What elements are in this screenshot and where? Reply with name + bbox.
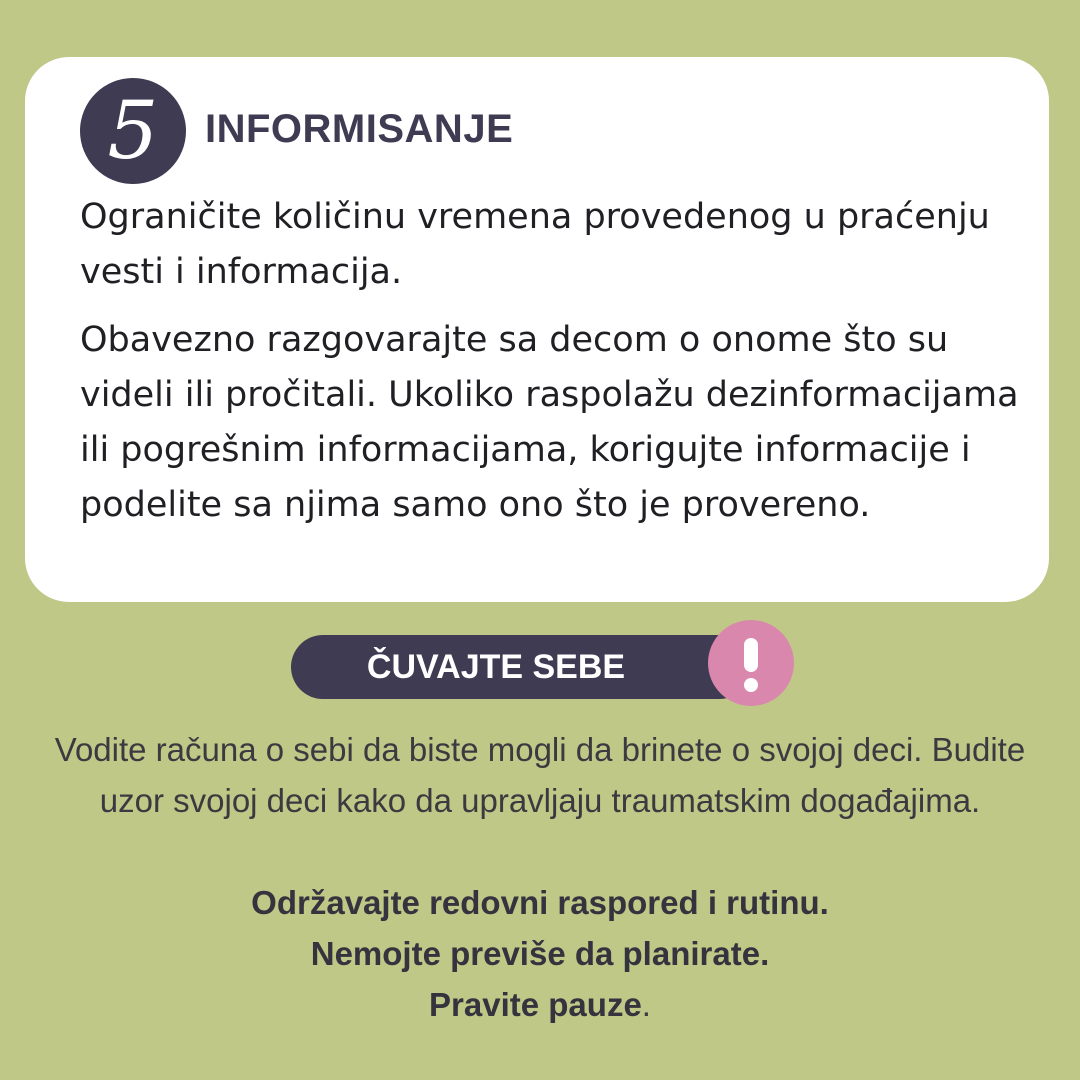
self-care-tip-3-text: Pravite pauze <box>429 986 642 1023</box>
exclamation-icon <box>708 620 794 706</box>
section-title: INFORMISANJE <box>205 107 514 151</box>
card-paragraph-2: Obavezno razgovarajte sa decom o onome što su videli ili pročitali. Ukoliko raspolažu dezinformacijama ili pogrešnim informacijama, korigujte informacije i podelite sa njima samo ono što je provereno. <box>80 320 1019 525</box>
exclamation-dot <box>744 678 758 692</box>
self-care-tip-3 <box>40 979 1040 1030</box>
self-care-tip-3-period: . <box>641 986 651 1023</box>
self-care-tip-2: Nemojte previše da planirate. <box>310 935 770 972</box>
exclamation-bar <box>744 638 758 672</box>
section-pill-label: ČUVAJTE SEBE <box>366 647 626 686</box>
step-number-badge: 5 <box>80 78 186 184</box>
self-care-tip-1: Održavajte redovni raspored i rutinu. <box>251 884 829 921</box>
self-care-intro: Vodite računa o sebi da biste mogli da brinete o svojoj deci. Budite uzor svojoj deci kako da upravljaju traumatskim događajima. <box>54 731 1026 819</box>
card-paragraph-1: Ograničite količinu vremena provedenog u praćenju vesti i informacija. <box>80 197 990 292</box>
